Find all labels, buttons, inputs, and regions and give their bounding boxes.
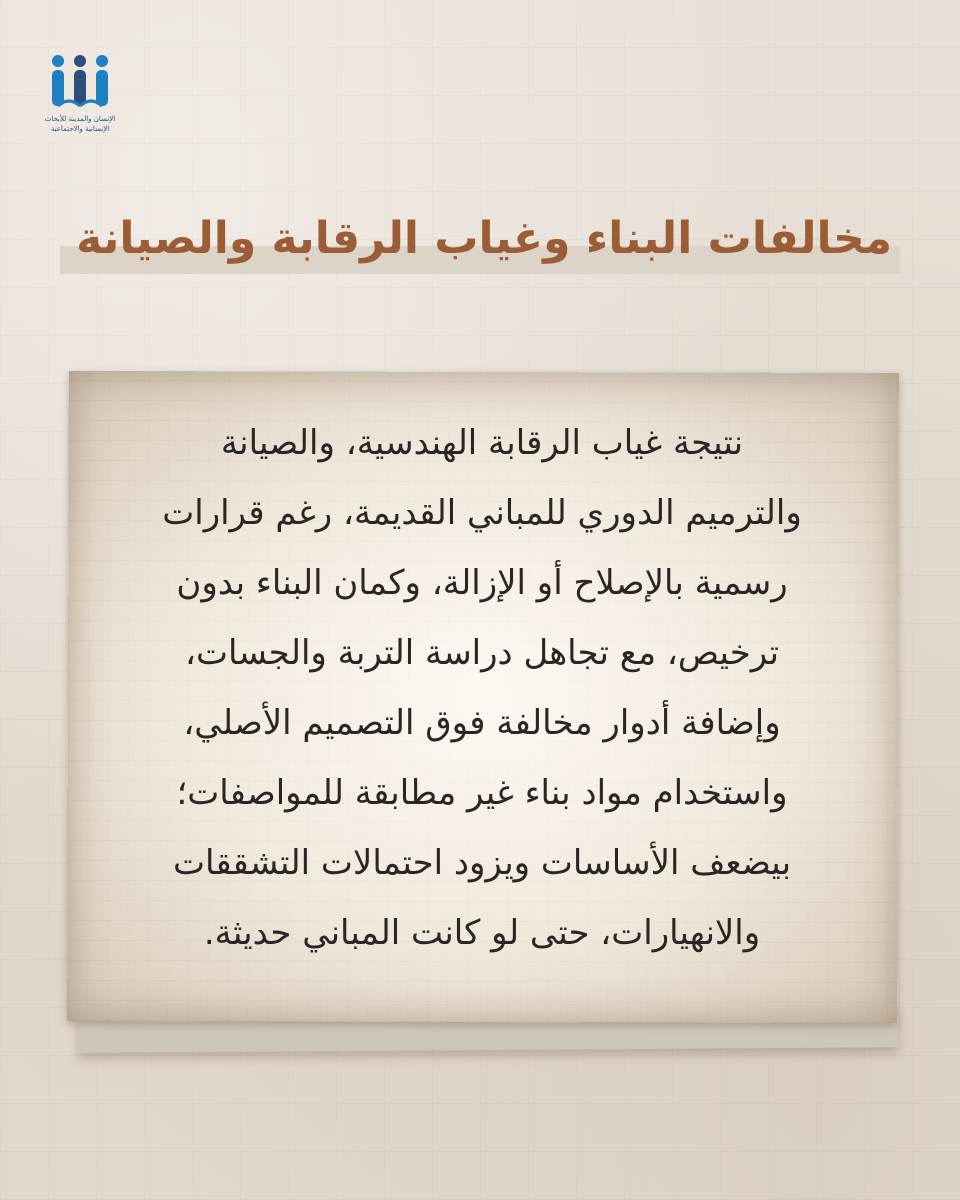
body-line-8: والانهيارات، حتى لو كانت المباني حديثة. (203, 913, 761, 953)
body-line-5: وإضافة أدوار مخالفة فوق التصميم الأصلي، (183, 703, 781, 743)
body-line-7: بيضعف الأساسات ويزود احتمالات التشققات (172, 843, 792, 883)
page-title: مخالفات البناء وغياب الرقابة والصيانة (76, 213, 892, 264)
body-line-3: رسمية بالإصلاح أو الإزالة، وكمان البناء بدون (176, 563, 788, 603)
body-line-2: والترميم الدوري للمباني القديمة، رغم قرارات (162, 493, 802, 533)
body-line-6: واستخدام مواد بناء غير مطابقة للمواصفات؛ (176, 773, 788, 813)
logo-caption (30, 114, 130, 134)
body-line-1: نتيجة غياب الرقابة الهندسية، والصيانة (220, 423, 744, 463)
organization-logo (30, 52, 130, 142)
title-section (60, 204, 900, 284)
body-line-4: ترخيص، مع تجاهل دراسة التربة والجسات، (184, 633, 779, 673)
three-people-logo-icon (48, 52, 112, 112)
logo-caption-line2: الإنسانية والاجتماعية (50, 125, 110, 133)
logo-caption-line1: الإنسان والمدينة للأبحاث (44, 115, 116, 123)
body-paragraph (100, 408, 864, 968)
